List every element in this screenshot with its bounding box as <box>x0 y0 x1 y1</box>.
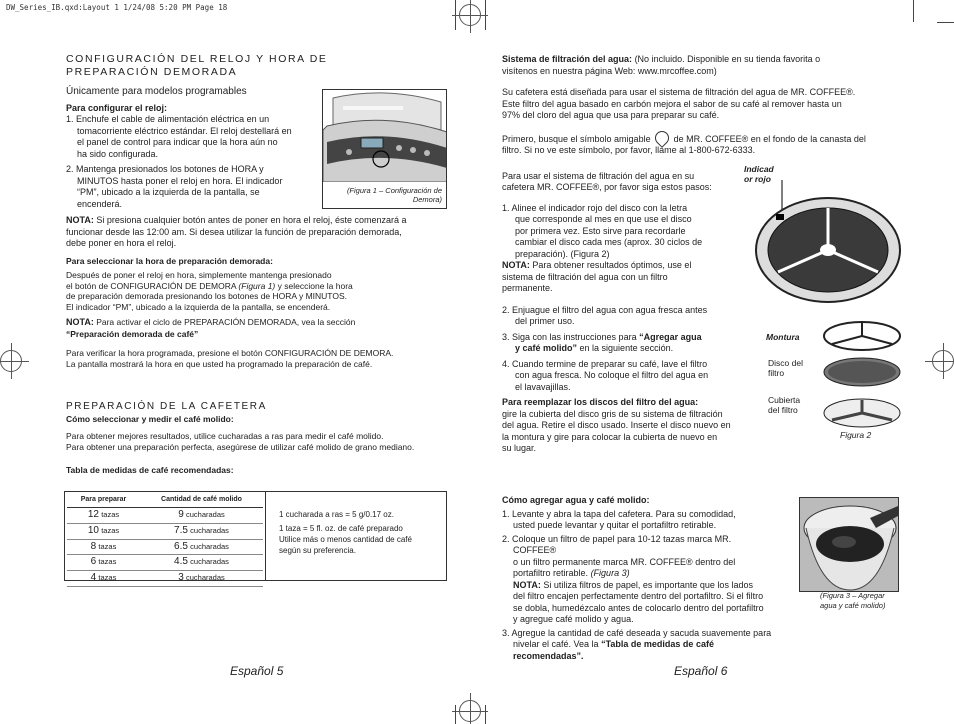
figure-caption: (Figura 1 – Configuración de Demora) <box>346 185 442 204</box>
step-line: 1. Levante y abra la tapa del cafetera. Para su comodidad, <box>502 508 736 519</box>
file-header: DW_Series_IB.qxd:Layout 1 1/24/08 5:20 PM Page 18 <box>6 3 228 12</box>
text-line: Su cafetera está diseñada para usar el sistema de filtración del agua de MR. COFFEE®. <box>502 87 856 98</box>
step-line: ha sido configurada. <box>77 148 159 159</box>
note-line: se dobla, humedézcalo antes de colocarlo dentro del portafiltro <box>513 602 764 613</box>
note-line: permanente. <box>502 283 553 294</box>
step-line: preparación). (Figura 2) <box>515 248 610 259</box>
note-line <box>66 215 456 227</box>
note-line: NOTA: Para activar el ciclo de PREPARACIÓN DEMORADA, vea la sección <box>66 317 356 328</box>
step-line: y café molido” en la siguiente sección. <box>515 343 674 354</box>
step-line: cambiar el disco cada mes (aprox. 30 ciclos de <box>515 237 703 248</box>
step-line: 1. Alinee el indicador rojo del disco con la letra <box>502 202 688 213</box>
text-line: Para obtener mejores resultados, utilice cucharadas a ras para medir el café molido. <box>66 431 384 442</box>
text-line: la montura y gire para colocar la cubierta de nuevo en <box>502 431 718 442</box>
step-line: recomendadas”. <box>513 650 584 661</box>
page-footer-right: Español 6 <box>674 664 728 678</box>
section-title: CONFIGURACIÓN DEL RELOJ Y HORA DE <box>66 53 328 65</box>
step-line: con agua fresca. No coloque el filtro del agua en <box>515 370 709 381</box>
text-line: Para usar el sistema de filtración del agua en su <box>502 170 695 181</box>
crop-mark <box>913 0 914 22</box>
text-line: Este filtro del agua basado en carbón mejora el sabor de su café al remover hasta un <box>502 98 842 109</box>
table-row <box>67 555 263 571</box>
table-cell: 3 cucharadas <box>140 571 263 587</box>
note-text: Si presiona cualquier botón antes de poner en hora el reloj, éste comenzará a <box>96 215 407 226</box>
section-title: PREPARACIÓN DE LA CAFETERA <box>66 401 267 413</box>
text-line: el botón de CONFIGURACIÓN DE DEMORA (Figura 1) y seleccione la hora <box>66 280 353 291</box>
table-cell: 4.5 cucharadas <box>140 555 263 571</box>
subhead: Cómo agregar agua y café molido: <box>502 495 650 505</box>
adding-coffee-image <box>800 498 899 592</box>
page-footer-left: Español 5 <box>230 664 284 678</box>
crop-mark <box>455 705 456 724</box>
text-line: Para obtener una preparación perfecta, asegúrese de utilizar café molido de grano mediano. <box>66 441 415 452</box>
note-line: Utilice más o menos cantidad de café <box>279 535 412 545</box>
text-line: visítenos en nuestra página Web: www.mrcoffee.com) <box>502 65 717 76</box>
crop-mark <box>937 22 954 23</box>
table-cell: 9 cucharadas <box>140 507 263 523</box>
note-line: del filtro encajen perfectamente dentro del portafiltro. Si el filtro <box>513 591 764 602</box>
note-line: funcionar desde las 12:00 am. Si desea utilizar la función de preparación demorada, <box>66 226 402 237</box>
filter-disc-image <box>744 178 904 328</box>
step-line: portafiltro retirable. (Figura 3) <box>513 568 630 579</box>
step-line: 1. Enchufe el cable de alimentación eléctrica en un <box>66 114 270 125</box>
subhead: Cómo seleccionar y medir el café molido: <box>66 414 234 425</box>
add-water-section <box>502 495 802 662</box>
text-line: su lugar. <box>502 443 537 454</box>
section-title: PREPARACIÓN DEMORADA <box>66 66 238 79</box>
step-line: el lavavajillas. <box>515 381 571 392</box>
note-line: “Preparación demorada de café” <box>66 328 199 339</box>
crop-mark <box>485 705 486 724</box>
step-line: por primera vez. Esto sirve para recordarle <box>515 225 686 236</box>
text-line: 97% del cloro del agua que usa para preparar su café. <box>502 110 720 121</box>
step-line: 3. Agregue la cantidad de café deseada y sacuda suavemente para <box>502 627 772 638</box>
step-line: el panel de control para indicar que la hora aún no <box>77 137 278 148</box>
table-notes <box>279 508 412 556</box>
registration-mark <box>459 4 481 26</box>
measure-table <box>67 494 263 587</box>
figure-label: Montura <box>766 332 800 342</box>
text-line: Sistema de filtración del agua: (No incluido. Disponible en su tienda favorita o <box>502 54 821 64</box>
step-line: que corresponde al mes en que use el disco <box>515 214 692 225</box>
table-cell: 6.5 cucharadas <box>140 539 263 555</box>
filter-parts-image <box>820 318 904 448</box>
subhead: Para reemplazar los discos del filtro del agua: <box>502 397 699 408</box>
text-line: La pantalla mostrará la hora en que usted ha programado la preparación de café. <box>66 358 373 369</box>
step-line: del primer uso. <box>515 316 575 327</box>
step-line: tomacorriente eléctrico estándar. El reloj destellará en <box>77 125 292 136</box>
table-cell: 12 tazas <box>67 507 140 523</box>
table-row <box>67 571 263 587</box>
step-line: encenderá. <box>77 198 123 209</box>
table-cell: 10 tazas <box>67 523 140 539</box>
subhead: Para seleccionar la hora de preparación demorada: <box>66 255 273 266</box>
coffee-maker-panel-image <box>323 90 447 182</box>
text-line: Para verificar la hora programada, presione el botón CONFIGURACIÓN DE DEMORA. <box>66 347 394 358</box>
note-line: NOTA: Si utiliza filtros de papel, es importante que los lados <box>513 579 753 590</box>
figure-caption: Figura 2 <box>840 430 872 440</box>
text-line: cafetera MR. COFFEE®, por favor siga estos pasos: <box>502 182 712 193</box>
step-line: 3. Siga con las instrucciones para “Agregar agua <box>502 331 702 342</box>
text-line: Después de poner el reloj en hora, simplemente mantenga presionado <box>66 269 332 280</box>
table-cell: 4 tazas <box>67 571 140 587</box>
figure-label: Indicad or rojo <box>744 164 774 185</box>
table-row <box>67 539 263 555</box>
step-line: “PM”, ubicado a la izquierda de la pantalla, se <box>77 187 260 198</box>
step-line: usted puede levantar y quitar el portafiltro retirable. <box>513 520 717 531</box>
registration-mark <box>459 700 481 722</box>
step-line: 2. Coloque un filtro de papel para 10-12 tazas marca MR. <box>502 533 732 544</box>
note-line: sistema de filtración del agua con un filtro <box>502 271 668 282</box>
text-line: gire la cubierta del disco gris de su sistema de filtración <box>502 408 723 419</box>
figure-3 <box>799 497 899 592</box>
table-cell: 7.5 cucharadas <box>140 523 263 539</box>
table-cell: 6 tazas <box>67 555 140 571</box>
text-line: El indicador “PM”, ubicado a la izquierda de la pantalla, se encenderá. <box>66 302 331 313</box>
text-line: filtro. Si no ve este símbolo, por favor, llame al 1-800-672-6333. <box>502 145 756 156</box>
figure-caption: (Figura 3 – Agregar agua y café molido) <box>820 591 886 610</box>
figure-label: Disco del filtro <box>768 358 803 379</box>
note-line: 1 taza = 5 fl. oz. de café preparado <box>279 523 403 533</box>
registration-mark <box>0 350 22 372</box>
step-line: COFFEE® <box>513 545 557 556</box>
table-cell: 8 tazas <box>67 539 140 555</box>
step-line: o un filtro permanente marca MR. COFFEE® dentro del <box>513 556 736 567</box>
divider <box>265 492 266 580</box>
subhead: Tabla de medidas de café recomendadas: <box>66 464 234 475</box>
text-line: del agua. Retire el disco usado. Inserte el disco nuevo en <box>502 420 731 431</box>
table-row <box>67 507 263 523</box>
note-line: según su preferencia. <box>279 545 356 555</box>
text-line: de preparación demorada presionando los botones de HORA y MINUTOS. <box>66 291 347 302</box>
step-line: 2. Enjuague el filtro del agua con agua fresca antes <box>502 304 708 315</box>
note-label: NOTA: <box>66 215 94 226</box>
step-line: MINUTOS hasta poner el reloj en hora. El indicador <box>77 175 283 186</box>
table-header: Para preparar <box>67 494 140 507</box>
subtitle: Únicamente para modelos programables <box>66 85 247 97</box>
figure-label: Cubierta del filtro <box>768 395 801 416</box>
note-line: debe poner en hora el reloj. <box>66 238 177 249</box>
figure-1 <box>322 89 447 209</box>
table-header: Cantidad de café molido <box>140 494 263 507</box>
step-line: 4. Cuando termine de preparar su café, lave el filtro <box>502 358 708 369</box>
note-line: y agregue café molido y agua. <box>513 614 634 625</box>
figure-2 <box>744 164 904 444</box>
note-line: 1 cucharada a ras = 5 g/0.17 oz. <box>279 510 394 519</box>
note-line: NOTA: Para obtener resultados óptimos, use el <box>502 260 692 271</box>
step-line: nivelar el café. Vea la “Tabla de medidas de café <box>513 639 714 650</box>
table-row <box>67 523 263 539</box>
measure-table-box <box>64 491 447 584</box>
registration-mark <box>932 350 954 372</box>
step-line: 2. Mantenga presionados los botones de HORA y <box>66 164 264 175</box>
subhead: Para configurar el reloj: <box>66 102 168 113</box>
text-line: Primero, busque el símbolo amigable de MR. COFFEE® en el fondo de la canasta del <box>502 131 892 146</box>
